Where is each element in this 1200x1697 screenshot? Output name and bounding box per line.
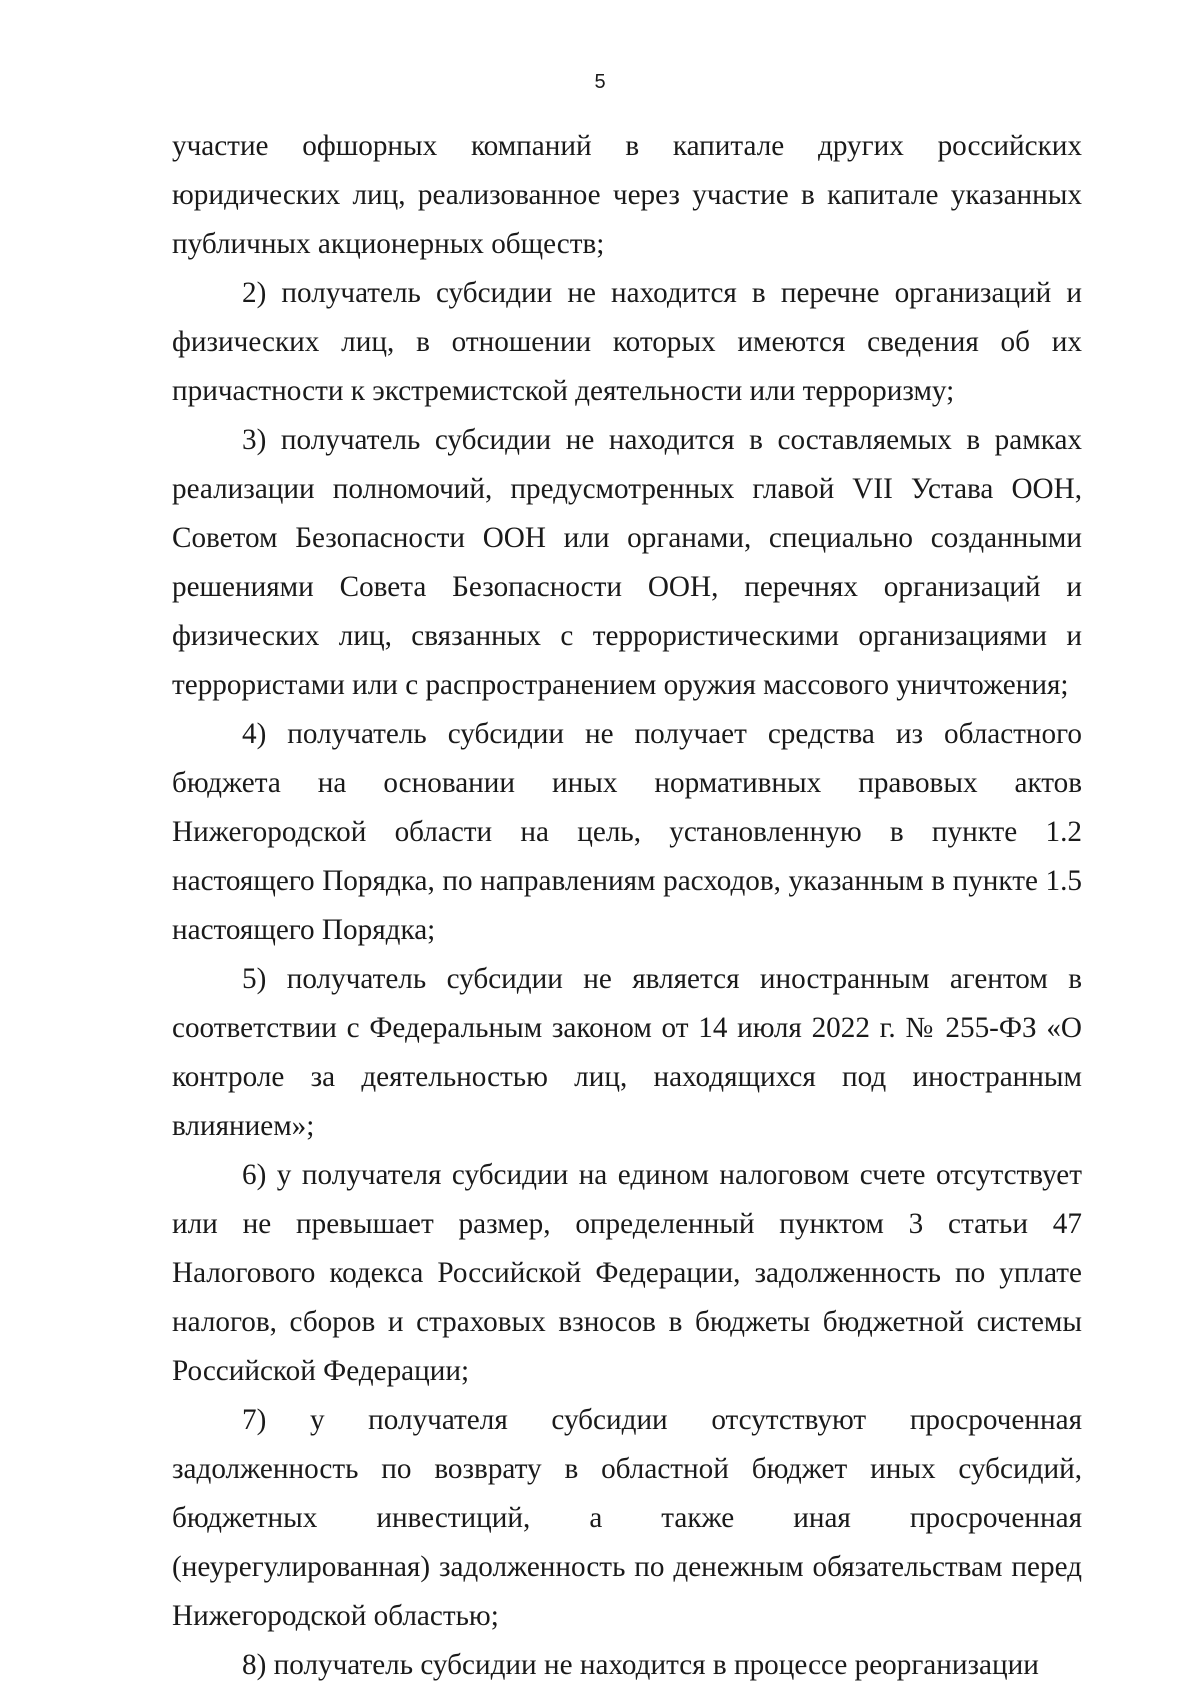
paragraph-item-5: 5) получатель субсидии не является иностранным агентом в соответствии с Федеральным законом от 14 июля 2022 г. № 255-ФЗ «О контроле за деятельностью лиц, находящихся под иностранным влиянием»; bbox=[172, 963, 1082, 1142]
paragraph-item-6: 6) у получателя субсидии на едином налоговом счете отсутствует или не превышает размер, определенный пунктом 3 статьи 47 Налогового кодекса Российской Федерации, задолженность по уплате налогов, сборов и страховых взносов в бюджеты бюджетной системы Российской Федерации; bbox=[172, 1159, 1082, 1387]
paragraph-item-3: 3) получатель субсидии не находится в составляемых в рамках реализации полномочий, предусмотренных главой VII Устава ООН, Советом Безопасности ООН или органами, специально созданными решениями Совета Безопасности ООН, перечнях организаций и физических лиц, связанных с террористическими организациями и террористами или с распространением оружия массового уничтожения; bbox=[172, 424, 1082, 701]
paragraph-item-2: 2) получатель субсидии не находится в перечне организаций и физических лиц, в отношении которых имеются сведения об их причастности к экстремистской деятельности или терроризму; bbox=[172, 277, 1082, 407]
document-body bbox=[172, 122, 1082, 1690]
paragraph-item-8: 8) получатель субсидии не находится в процессе реорганизации bbox=[242, 1649, 1039, 1681]
paragraph-continuation: участие офшорных компаний в капитале других российских юридических лиц, реализованное через участие в капитале указанных публичных акционерных обществ; bbox=[172, 130, 1082, 260]
paragraph-item-4: 4) получатель субсидии не получает средства из областного бюджета на основании иных нормативных правовых актов Нижегородской области на цель, установленную в пункте 1.2 настоящего Порядка, по направлениям расходов, указанным в пункте 1.5 настоящего Порядка; bbox=[172, 718, 1082, 946]
page-number: 5 bbox=[594, 71, 606, 93]
paragraph-item-7: 7) у получателя субсидии отсутствуют просроченная задолженность по возврату в областной бюджет иных субсидий, бюджетных инвестиций, а также иная просроченная (неурегулированная) задолженность по денежным обязательствам перед Нижегородской областью; bbox=[172, 1404, 1082, 1632]
